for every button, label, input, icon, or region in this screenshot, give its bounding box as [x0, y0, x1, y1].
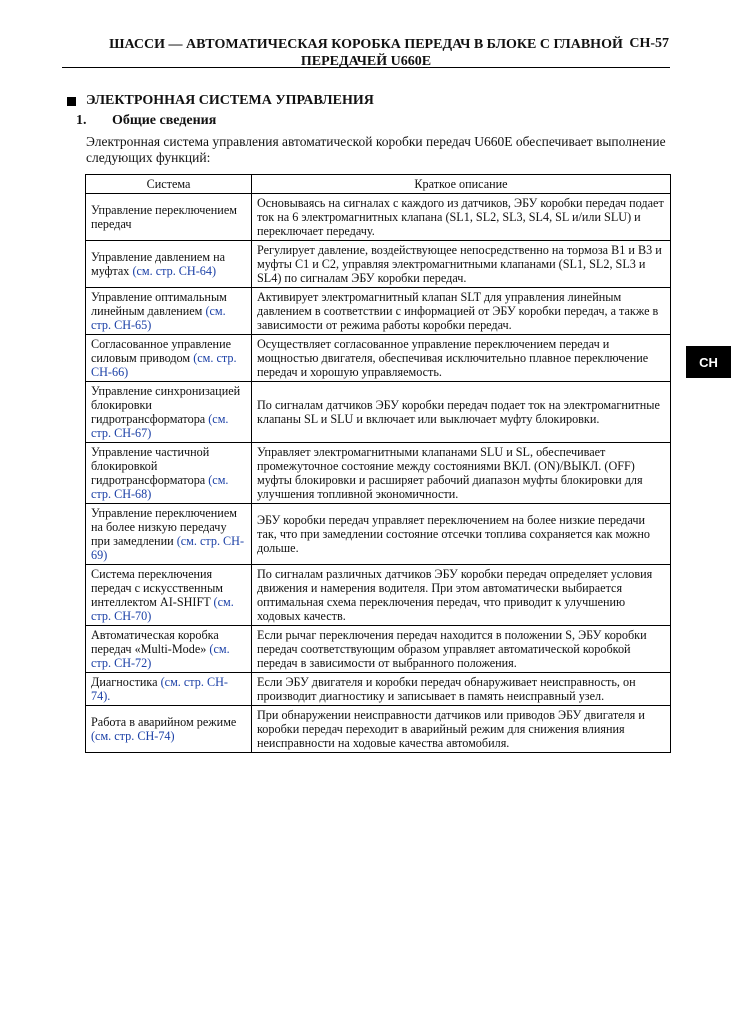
- table-row: [86, 565, 671, 626]
- page-reference-link[interactable]: (см. стр. CH-74).: [91, 675, 228, 703]
- page-number: CH-57: [629, 36, 669, 51]
- page-reference-link[interactable]: (см. стр. CH-64): [132, 264, 217, 278]
- system-cell: [86, 673, 252, 706]
- system-cell: [86, 443, 252, 504]
- system-name: Система переключения передач с искусственным интеллектом AI-SHIFT: [91, 567, 223, 609]
- system-name: Управление синхронизацией блокировки гидротрансформатора: [91, 384, 241, 426]
- system-cell: [86, 194, 252, 241]
- page-reference-link[interactable]: (см. стр. CH-67): [91, 412, 229, 440]
- system-cell: [86, 706, 252, 753]
- system-name: Работа в аварийном режиме: [91, 715, 237, 729]
- page-reference-link[interactable]: (см. стр. CH-68): [91, 473, 229, 501]
- table-row: [86, 673, 671, 706]
- column-header-description: Краткое описание: [252, 175, 671, 194]
- subsection-number: 1.: [76, 113, 87, 128]
- column-header-system: Система: [86, 175, 252, 194]
- page-reference-link[interactable]: (см. стр. CH-69): [91, 534, 245, 562]
- subsection-heading: [76, 113, 216, 129]
- description-cell: При обнаружении неисправности датчиков или приводов ЭБУ двигателя и коробки передач переходит в аварийный режим для снижения влияния неисправности на ходовые качества автомобиля.: [252, 706, 671, 753]
- description-cell: Осуществляет согласованное управление переключением передач и мощностью двигателя, обеспечивая исключительно плавное переключение передач и хорошую управляемость.: [252, 335, 671, 382]
- description-cell: Активирует электромагнитный клапан SLT для управления линейным давлением в соответствии с информацией от ЭБУ коробки передач, а также в зависимости от режима работы коробки передач.: [252, 288, 671, 335]
- description-cell: Если рычаг переключения передач находится в положении S, ЭБУ коробки передач соответствующим образом управляет автоматической коробкой передач в зависимости от выбранного положения.: [252, 626, 671, 673]
- table-row: [86, 194, 671, 241]
- table-header-row: [86, 175, 671, 194]
- system-name: Управление переключением передач: [91, 203, 237, 231]
- description-cell: Регулирует давление, воздействующее непосредственно на тормоза B1 и B3 и муфты C1 и C2, управляя электромагнитными клапанами (SL1, SL2, SL3 и SL4) по сигналам ЭБУ коробки передач.: [252, 241, 671, 288]
- system-name: Согласованное управление силовым приводом: [91, 337, 232, 365]
- system-name: Управление оптимальным линейным давлением: [91, 290, 227, 318]
- system-name: Диагностика: [91, 675, 158, 689]
- system-name: Управление частичной блокировкой гидротрансформатора: [91, 445, 210, 487]
- table-row: [86, 626, 671, 673]
- page-reference-link[interactable]: (см. стр. CH-72): [91, 642, 230, 670]
- subsection-title: Общие сведения: [112, 113, 217, 128]
- table-row: [86, 241, 671, 288]
- page-reference-link[interactable]: (см. стр. CH-74): [91, 729, 175, 743]
- header-title-line1: ШАССИ — АВТОМАТИЧЕСКАЯ КОРОБКА ПЕРЕДАЧ В БЛОКЕ С ГЛАВНОЙ: [109, 37, 623, 52]
- description-cell: Управляет электромагнитными клапанами SLU и SL, обеспечивает промежуточное состояние между состояниями ВКЛ. (ON)/ВЫКЛ. (OFF) муфты блокировки и расширяет рабочий диапазон муфты блокировки для улучшения топливной экономичности.: [252, 443, 671, 504]
- section-title: ЭЛЕКТРОННАЯ СИСТЕМА УПРАВЛЕНИЯ: [86, 93, 374, 108]
- description-cell: По сигналам датчиков ЭБУ коробки передач подает ток на электромагнитные клапаны SL и SLU и включает или выключает муфту блокировки.: [252, 382, 671, 443]
- table-row: [86, 335, 671, 382]
- system-name: Управление давлением на муфтах: [91, 250, 226, 278]
- header-divider: [62, 67, 670, 68]
- system-name: Управление переключением на более низкую передачу при замедлении: [91, 506, 237, 548]
- table-row: [86, 706, 671, 753]
- description-cell: По сигналам различных датчиков ЭБУ коробки передач определяет условия движения и намерения водителя. При этом автоматически выбирается оптимальная схема переключения передач, что приводит к улучшению ходовых качеств.: [252, 565, 671, 626]
- system-cell: [86, 335, 252, 382]
- system-cell: [86, 241, 252, 288]
- description-cell: ЭБУ коробки передач управляет переключением на более низкие передачи так, что при замедлении состояние отсечки топлива сохраняется как можно дольше.: [252, 504, 671, 565]
- header-title-line2: ПЕРЕДАЧЕЙ U660E: [300, 54, 432, 69]
- system-cell: [86, 382, 252, 443]
- page-reference-link[interactable]: (см. стр. CH-70): [91, 595, 234, 623]
- page-header: [62, 36, 670, 70]
- section-tab-ch[interactable]: CH: [686, 346, 731, 378]
- system-cell: [86, 626, 252, 673]
- system-cell: [86, 288, 252, 335]
- functions-table: [85, 174, 671, 753]
- page-reference-link[interactable]: (см. стр. CH-65): [91, 304, 226, 332]
- page-reference-link[interactable]: (см. стр. CH-66): [91, 351, 237, 379]
- intro-paragraph: Электронная система управления автоматической коробки передач U660E обеспечивает выполнение следующих функций:: [86, 134, 666, 165]
- section-heading: [67, 93, 374, 109]
- system-cell: [86, 504, 252, 565]
- table-row: [86, 443, 671, 504]
- table-row: [86, 382, 671, 443]
- system-cell: [86, 565, 252, 626]
- system-name: Автоматическая коробка передач «Multi-Mode»: [91, 628, 219, 656]
- description-cell: Если ЭБУ двигателя и коробки передач обнаруживает неисправность, он производит диагностику и записывает в память неисправный узел.: [252, 673, 671, 706]
- bullet-square-icon: [67, 97, 76, 106]
- table-row: [86, 504, 671, 565]
- table-row: [86, 288, 671, 335]
- description-cell: Основываясь на сигналах с каждого из датчиков, ЭБУ коробки передач подает ток на 6 электромагнитных клапана (SL1, SL2, SL3, SL4, SL и/или SLU) и переключает передачу.: [252, 194, 671, 241]
